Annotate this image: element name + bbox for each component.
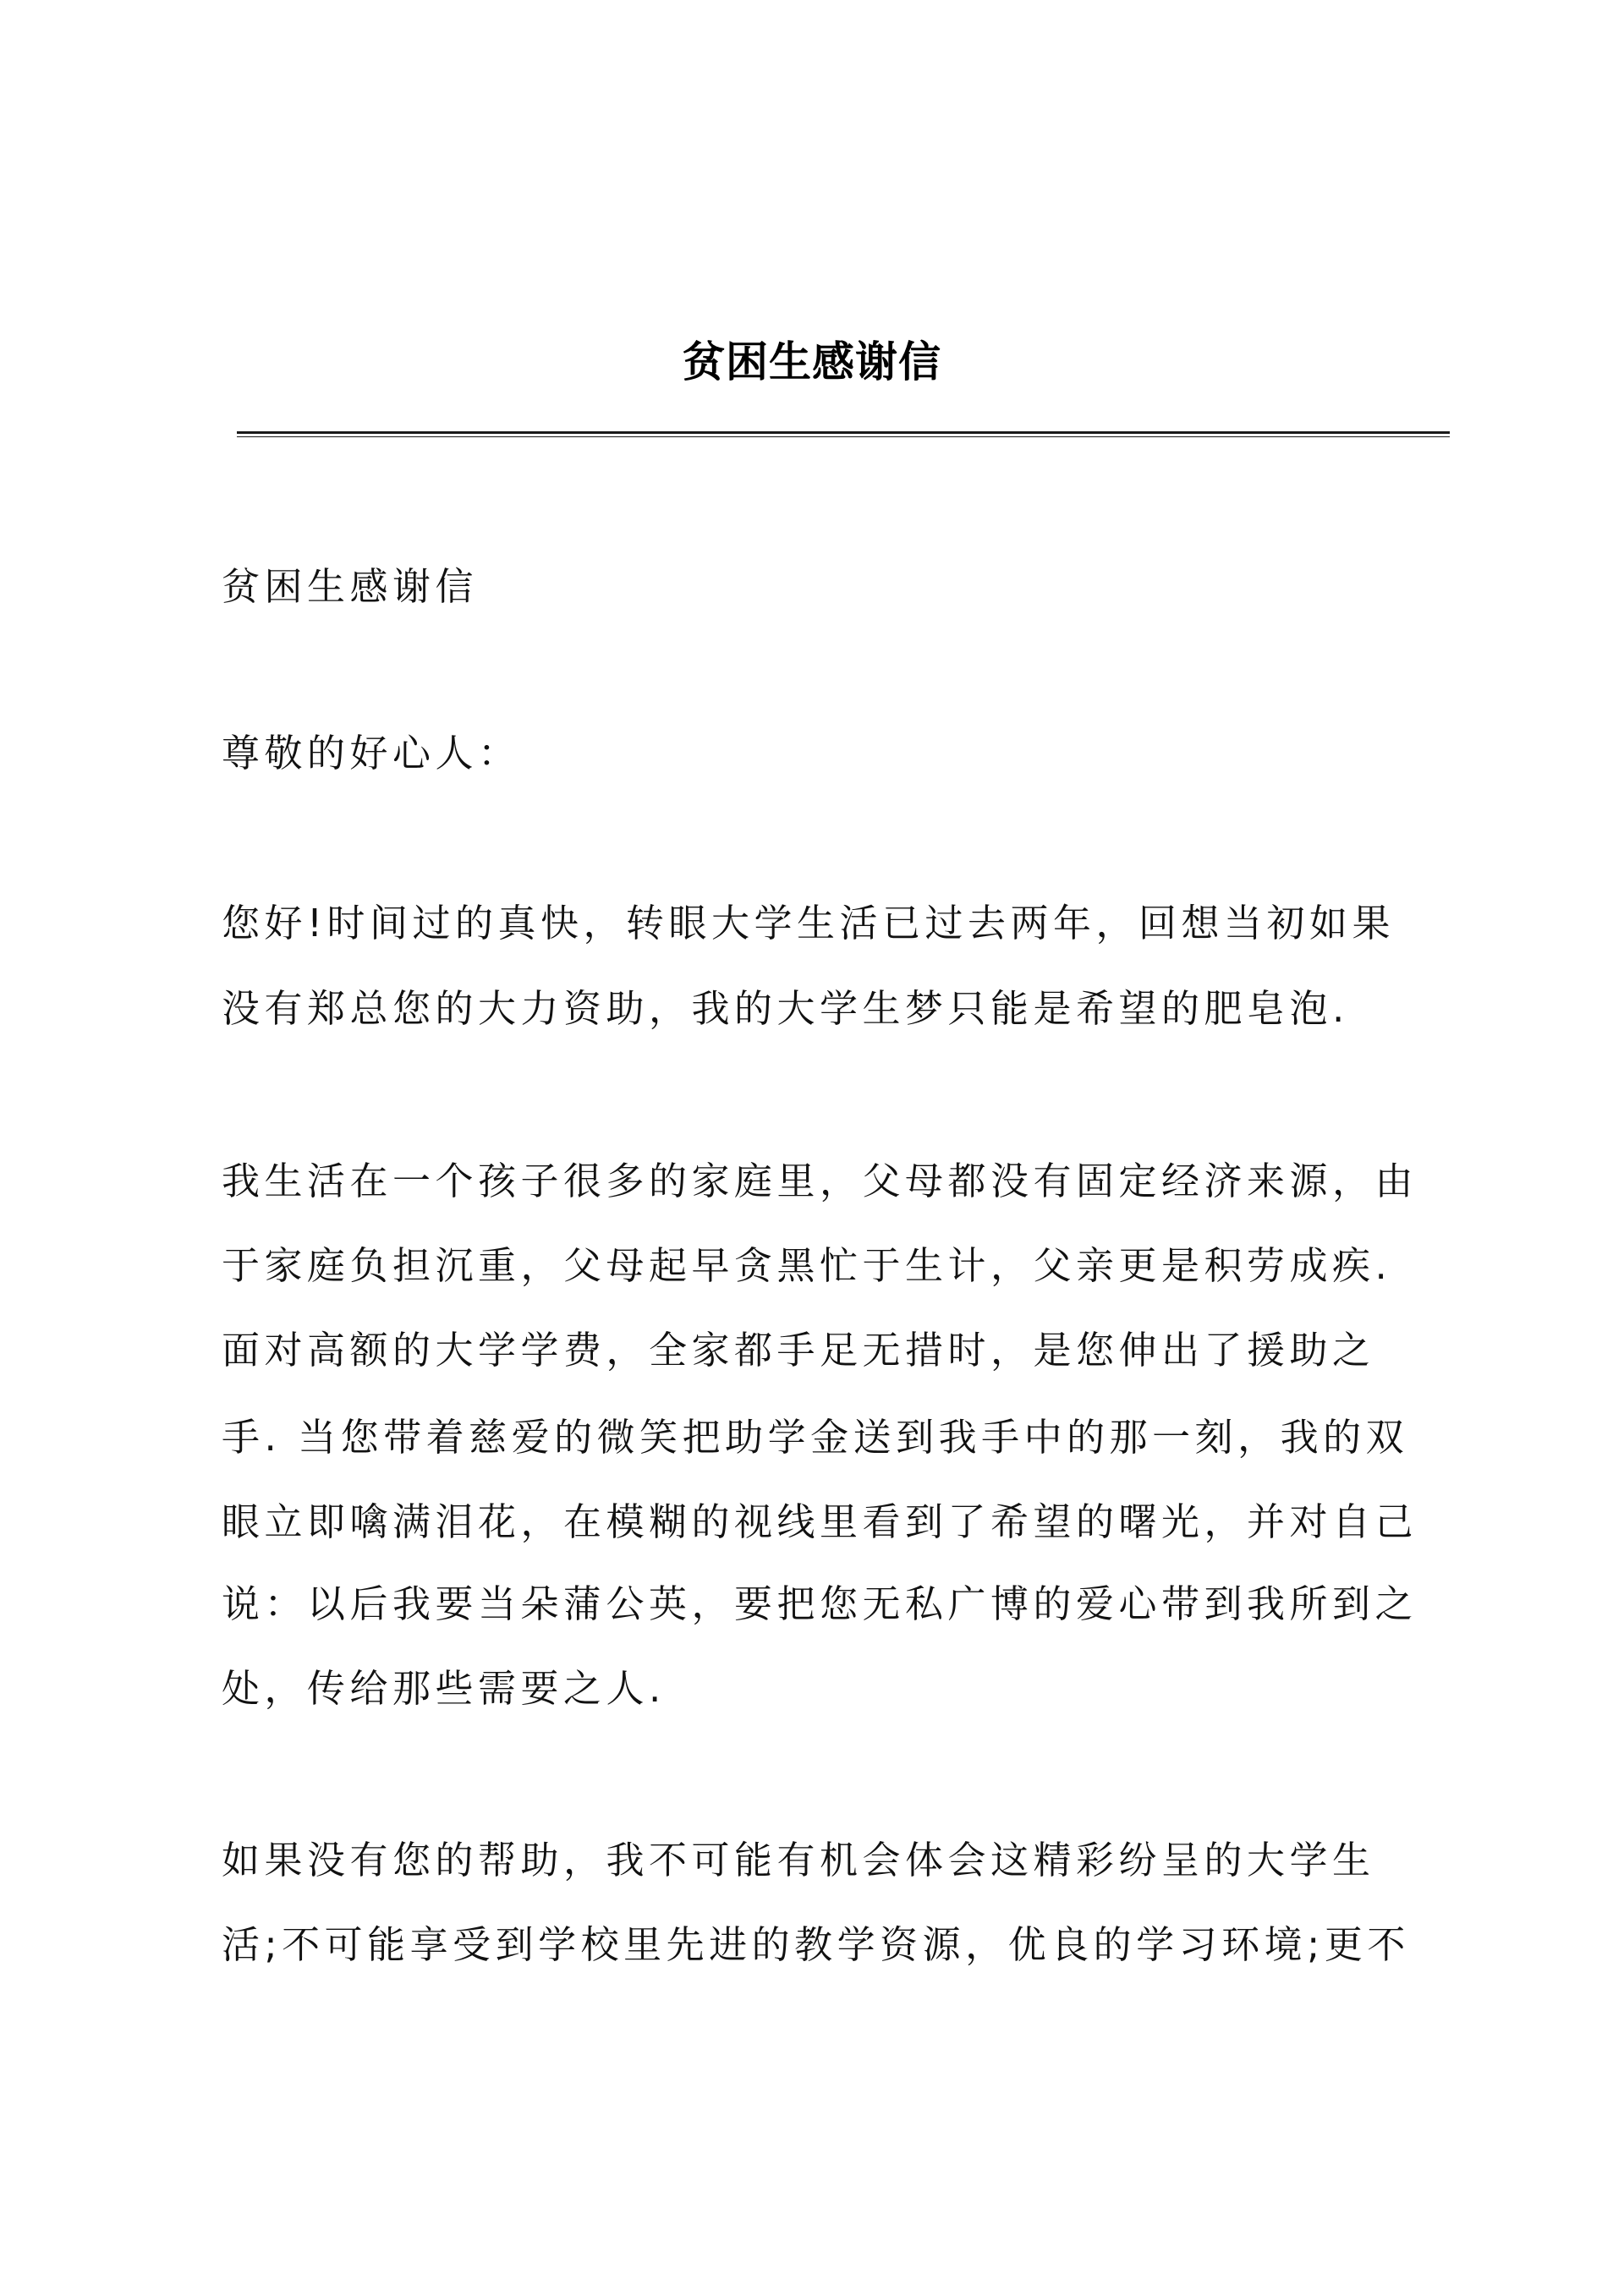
paragraph-2-line-4: 手. 当您带着慈爱的微笑把助学金送到我手中的那一刻，我的双 [222, 1415, 1409, 1460]
document-title: 贫困生感谢信 [683, 337, 941, 386]
salutation: 尊敬的好心人： [222, 731, 521, 775]
body-heading: 贫困生感谢信 [222, 564, 479, 609]
paragraph-2-line-1: 我生活在一个孩子很多的家庭里，父母都没有固定经济来源，由 [222, 1159, 1418, 1203]
title-divider-thick [237, 431, 1450, 434]
paragraph-1-line-1: 您好!时间过的真快，转眼大学生活已过去两年，回想当初如果 [222, 901, 1396, 945]
paragraph-3-line-1: 如果没有您的帮助，我不可能有机会体会这精彩纷呈的大学生 [222, 1838, 1375, 1882]
paragraph-1-line-2: 没有郑总您的大力资助，我的大学生梦只能是希望的肥皂泡. [222, 986, 1349, 1031]
paragraph-2-line-5: 眼立即噙满泪花，在模糊的视线里看到了希望的曙光，并对自己 [222, 1499, 1418, 1544]
paragraph-2-line-2: 于家庭负担沉重，父母起早贪黑忙于生计，父亲更是积劳成疾. [222, 1243, 1392, 1288]
title-divider-thin [237, 436, 1450, 437]
paragraph-2-line-7: 处，传给那些需要之人. [222, 1666, 666, 1711]
paragraph-3-line-2: 活;不可能享受到学校里先进的教学资源，优良的学习环境;更不 [222, 1922, 1410, 1967]
paragraph-2-line-6: 说：以后我要当朵蒲公英，要把您无私广博的爱心带到我所到之 [222, 1581, 1418, 1626]
paragraph-2-line-3: 面对高额的大学学费，全家都手足无措时，是您伸出了援助之 [222, 1328, 1375, 1373]
